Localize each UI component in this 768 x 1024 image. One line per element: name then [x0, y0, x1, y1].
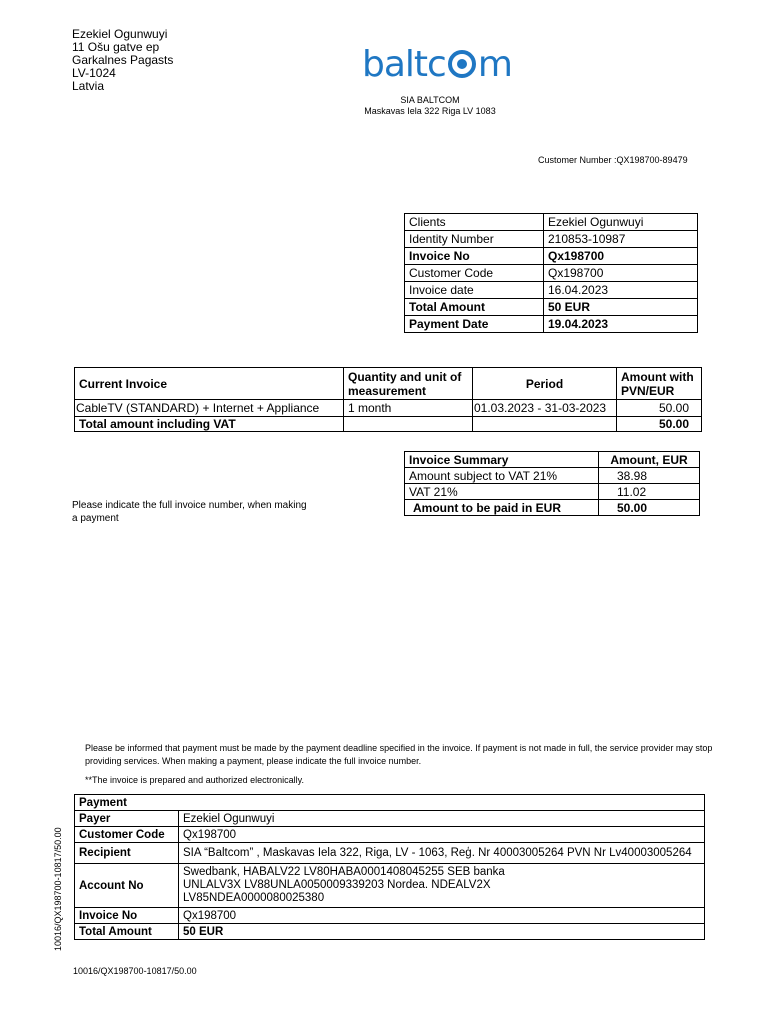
item-quantity: 1 month — [344, 400, 473, 417]
table-row — [75, 924, 705, 940]
total-row — [75, 417, 702, 432]
current-invoice-header — [75, 368, 702, 400]
item-period: 01.03.2023 - 31-03-2023 — [473, 400, 617, 417]
electronic-note: **The invoice is prepared and authorized electronically. — [85, 775, 304, 785]
payment-label: Recipient — [75, 843, 179, 864]
table-row — [405, 248, 698, 265]
clients-label: Payment Date — [405, 316, 544, 333]
payment-label: Customer Code — [75, 827, 179, 843]
summary-value: 11.02 — [599, 484, 700, 500]
table-row — [75, 864, 705, 908]
payment-label: Invoice No — [75, 908, 179, 924]
payment-value: Qx198700 — [179, 827, 705, 843]
baltcom-logo — [362, 44, 552, 94]
logo-o-icon — [446, 48, 478, 83]
table-row — [405, 299, 698, 316]
payment-value: Ezekiel Ogunwuyi — [179, 811, 705, 827]
total-empty-cell — [473, 417, 617, 432]
table-row — [75, 908, 705, 924]
clients-label: Customer Code — [405, 265, 544, 282]
clients-value: 16.04.2023 — [544, 282, 698, 299]
summary-value: 38.98 — [599, 468, 700, 484]
clients-label: Total Amount — [405, 299, 544, 316]
payment-notice: Please be informed that payment must be made by the payment deadline specified in the invoice. If payment is not made in full, the service provider may stop providing services. When making a payment, please indicate the full invoice number. — [85, 743, 713, 766]
payment-table — [74, 794, 705, 940]
customer-address — [72, 28, 173, 93]
total-value: 50.00 — [617, 417, 702, 432]
payment-label: Total Amount — [75, 924, 179, 940]
table-row — [75, 811, 705, 827]
payment-value: Qx198700 — [179, 908, 705, 924]
table-row — [405, 484, 700, 500]
payment-value: 50 EUR — [179, 924, 705, 940]
footer-reference: 10016/QX198700-10817/50.00 — [73, 966, 197, 976]
summary-label: Amount to be paid in EUR — [405, 500, 599, 516]
clients-value: 19.04.2023 — [544, 316, 698, 333]
clients-table — [404, 213, 698, 333]
item-amount: 50.00 — [617, 400, 702, 417]
logo-text-start: baltc — [362, 44, 446, 85]
payment-title: Payment — [75, 795, 705, 811]
clients-label: Invoice date — [405, 282, 544, 299]
address-line-1: 11 Ošu gatve ep — [72, 40, 160, 54]
customer-name: Ezekiel Ogunwuyi — [72, 27, 168, 41]
table-row — [405, 316, 698, 333]
table-row — [405, 214, 698, 231]
header-quantity: Quantity and unit of measurement — [344, 368, 473, 400]
current-invoice-table — [74, 367, 702, 432]
header-period: Period — [473, 368, 617, 400]
total-empty-cell — [344, 417, 473, 432]
total-label: Total amount including VAT — [75, 417, 344, 432]
clients-value: 210853-10987 — [544, 231, 698, 248]
summary-label: VAT 21% — [405, 484, 599, 500]
payment-value: SIA “Baltcom” , Maskavas Iela 322, Riga, LV - 1063, Reģ. Nr 40003005264 PVN Nr Lv40003005264 — [179, 843, 705, 864]
address-country: Latvia — [72, 79, 105, 93]
summary-header — [405, 452, 700, 468]
summary-header-label: Invoice Summary — [405, 452, 599, 468]
table-row — [75, 843, 705, 864]
header-amount: Amount with PVN/EUR — [617, 368, 702, 400]
invoice-number-note: Please indicate the full invoice number, when making a payment — [72, 500, 307, 524]
summary-value: 50.00 — [599, 500, 700, 516]
company-name: SIA BALTCOM — [400, 95, 460, 105]
table-row — [405, 265, 698, 282]
clients-value: Qx198700 — [544, 265, 698, 282]
table-row — [75, 827, 705, 843]
table-row — [405, 500, 700, 516]
company-info — [340, 95, 520, 117]
address-line-3: LV-1024 — [72, 66, 116, 80]
payment-value: Swedbank, HABALV22 LV80HABA0001408045255 SEB banka UNLALV3X LV88UNLA0050009339203 Nordea. NDEALV2X LV85NDEA0000080025380 — [179, 864, 705, 908]
address-line-2: Garkalnes Pagasts — [72, 53, 174, 67]
clients-value: 50 EUR — [544, 299, 698, 316]
payment-label: Account No — [75, 864, 179, 908]
item-description: CableTV (STANDARD) + Internet + Appliance — [75, 400, 344, 417]
side-reference: 10016/QX198700-10817/50.00 — [53, 827, 63, 951]
company-address: Maskavas Iela 322 Riga LV 1083 — [364, 106, 496, 116]
summary-header-amount: Amount, EUR — [599, 452, 700, 468]
customer-number: Customer Number :QX198700-89479 — [538, 155, 688, 165]
header-current-invoice: Current Invoice — [75, 368, 344, 400]
table-row — [75, 400, 702, 417]
table-row — [405, 231, 698, 248]
table-row — [405, 468, 700, 484]
clients-label: Invoice No — [405, 248, 544, 265]
payment-label: Payer — [75, 811, 179, 827]
logo-text-end: m — [477, 44, 512, 85]
clients-value: Ezekiel Ogunwuyi — [544, 214, 698, 231]
invoice-summary-table — [404, 451, 700, 516]
summary-label: Amount subject to VAT 21% — [405, 468, 599, 484]
clients-label: Clients — [405, 214, 544, 231]
table-row — [405, 282, 698, 299]
clients-value: Qx198700 — [544, 248, 698, 265]
payment-title-row — [75, 795, 705, 811]
clients-label: Identity Number — [405, 231, 544, 248]
